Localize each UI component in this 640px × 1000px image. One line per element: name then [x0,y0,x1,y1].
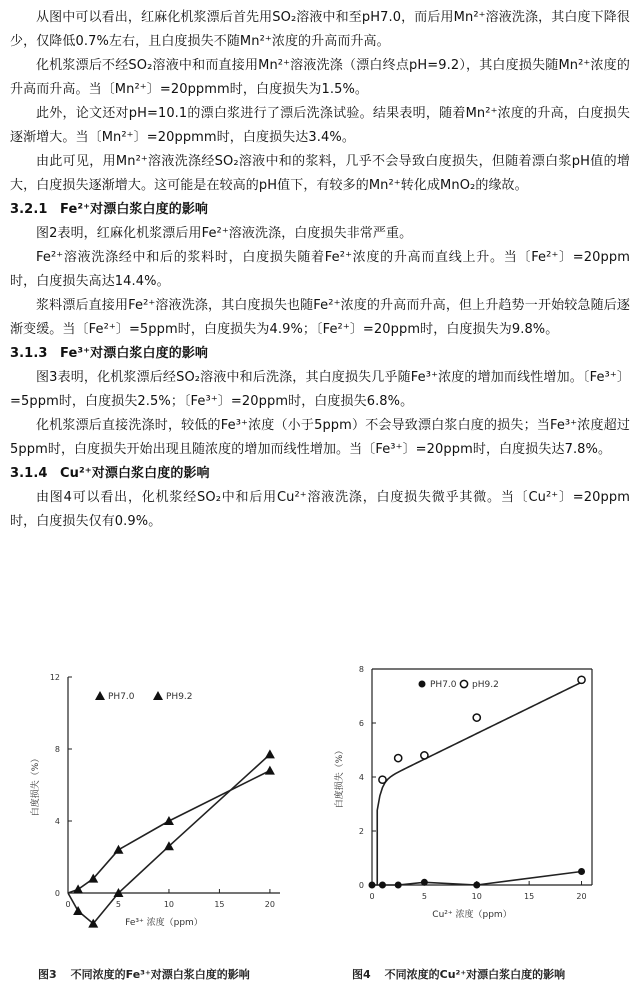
data-point-triangle [73,906,83,915]
x-tick-label: 0 [65,900,71,909]
data-point-filled-circle [578,868,585,875]
paragraph: 此外，论文还对pH=10.1的漂白浆进行了漂后洗涤试验。结果表明，随着Mn²⁺浓度的升高，白度损失逐渐增大。当〔Mn²⁺〕=20ppmm时，白度损失达3.4%。 [10,106,630,145]
data-point-open-circle [460,680,467,687]
figure-3-chart [20,655,310,945]
data-point-triangle [73,884,83,893]
series-line [68,771,270,893]
paragraph: 化机浆漂后直接洗涤时，较低的Fe³⁺浓度（小于5ppm）不会导致漂白浆白度的损失；当Fe³⁺浓度超过5ppm时，白度损失开始出现且随浓度的增加而线性增加。当〔Fe³⁺〕=20ppm时，白度损失达7.8%。 [10,418,630,457]
caption-number: 图3 [38,968,57,981]
x-tick-label: 5 [115,900,122,909]
section-heading-313 [10,342,630,366]
data-point-filled-circle [395,882,402,889]
series-line [377,682,581,885]
legend-entry: PH9.2 [166,692,193,702]
paragraph: 从图中可以看出，红麻化机浆漂后首先用SO₂溶液中和至pH7.0，而后用Mn²⁺溶液洗涤，其白度下降很少，仅降低0.7%左右，且白度损失不随Mn²⁺浓度的升高而升高。 [10,10,630,49]
data-point-triangle [95,691,105,700]
section-number: 3.1.4 [10,466,48,481]
y-tick-label: 8 [358,665,364,674]
data-point-triangle [265,766,275,775]
figure-4 [330,655,630,945]
y-axis-label: 白度损失（%） [31,753,41,817]
legend-entry: PH7.0 [108,692,135,702]
section-number: 3.2.1 [10,202,48,217]
data-point-open-circle [421,752,428,759]
caption-text: 不同浓度的Cu²⁺对漂白浆白度的影响 [384,968,566,981]
paragraph: 图2表明，红麻化机浆漂后用Fe²⁺溶液洗涤，白度损失非常严重。 [36,226,413,241]
section-title: Fe³⁺对漂白浆白度的影响 [60,346,209,361]
data-point-filled-circle [379,882,386,889]
x-tick-label: 15 [524,892,535,901]
section-heading-321 [10,198,630,222]
x-axis-label: Fe³⁺ 浓度（ppm） [125,918,203,928]
paragraph: 化机浆漂后不经SO₂溶液中和而直接用Mn²⁺溶液洗涤（漂白终点pH=9.2），其白度损失随Mn²⁺浓度的升高而升高。当〔Mn²⁺〕=20ppmm时，白度损失为1.5%。 [10,58,630,97]
figure-4-caption [352,966,565,982]
data-point-triangle [164,816,174,825]
y-tick-label: 0 [358,881,364,890]
data-point-triangle [265,749,275,758]
figure-3-caption [38,966,250,982]
section-title: Fe²⁺对漂白浆白度的影响 [60,202,209,217]
data-point-triangle [113,845,123,854]
x-tick-label: 10 [471,892,482,901]
y-tick-label: 12 [49,673,60,682]
y-tick-label: 8 [54,745,60,754]
section-heading-314 [10,462,630,486]
y-tick-label: 2 [358,827,364,836]
paragraph: 图3表明，化机浆漂后经SO₂溶液中和后洗涤，其白度损失几乎随Fe³⁺浓度的增加而线性增加。〔Fe³⁺〕=5ppm时，白度损失2.5%；〔Fe³⁺〕=20ppm时，白度损失6.8%。 [10,370,630,409]
x-tick-label: 5 [421,892,427,901]
paragraph: 浆料漂后直接用Fe²⁺溶液洗涤，其白度损失也随Fe²⁺浓度的升高而升高，但上升趋势一开始较急随后逐渐变缓。当〔Fe²⁺〕=5ppm时，白度损失为4.9%；〔Fe²⁺〕=20ppm时，白度损失为9.8%。 [10,298,630,337]
y-tick-label: 4 [54,817,60,826]
figure-4-chart [330,655,630,945]
data-point-open-circle [473,714,480,721]
section-title: Cu²⁺对漂白浆白度的影响 [60,466,210,481]
data-point-open-circle [578,676,585,683]
figure-3 [20,655,310,945]
paragraph: 由图4可以看出，化机浆经SO₂中和后用Cu²⁺溶液洗涤，白度损失微乎其微。当〔Cu²⁺〕=20ppm时，白度损失仅有0.9%。 [10,490,630,529]
x-axis-label: Cu²⁺ 浓度（ppm） [432,910,512,920]
y-axis-label: 白度损失（%） [335,745,345,809]
x-tick-label: 20 [264,900,275,909]
caption-text: 不同浓度的Fe³⁺对漂白浆白度的影响 [70,968,250,981]
x-tick-label: 15 [214,900,225,909]
y-tick-label: 4 [358,773,364,782]
x-tick-label: 10 [163,900,175,909]
data-point-triangle [153,691,163,700]
y-tick-label: 0 [54,889,60,898]
legend-entry: PH7.0 [430,680,457,690]
data-point-filled-circle [369,882,376,889]
data-point-filled-circle [473,882,480,889]
data-point-open-circle [379,776,386,783]
section-number: 3.1.3 [10,346,48,361]
data-point-filled-circle [419,681,426,688]
data-point-filled-circle [421,879,428,886]
paragraph: 由此可见，用Mn²⁺溶液洗涤经SO₂溶液中和的浆料，几乎不会导致白度损失，但随着漂白浆pH值的增大，白度损失逐渐增大。这可能是在较高的pH值下，有较多的Mn²⁺转化成MnO₂的缘故。 [10,154,630,193]
y-tick-label: 6 [358,719,364,728]
x-tick-label: 20 [576,892,587,901]
caption-number: 图4 [352,968,371,981]
series-line [68,754,270,923]
paragraph: Fe²⁺溶液洗涤经中和后的浆料时，白度损失随着Fe²⁺浓度的升高而直线上升。当〔Fe²⁺〕=20ppm时，白度损失高达14.4%。 [10,250,630,289]
x-tick-label: 0 [369,892,375,901]
legend-entry: pH9.2 [472,680,499,690]
data-point-open-circle [395,755,402,762]
body-text [10,6,630,534]
